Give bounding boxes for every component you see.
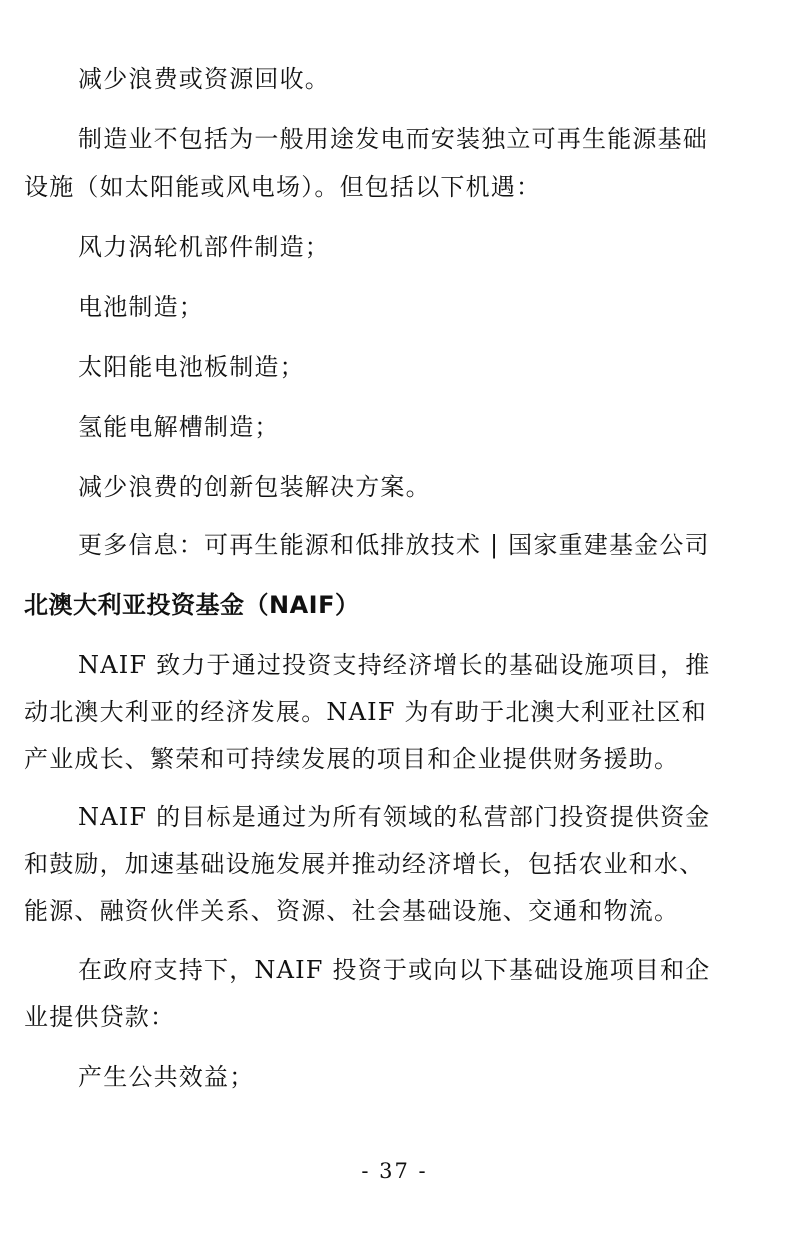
list-item: 产生公共效益； xyxy=(78,1063,255,1091)
list-item: 减少浪费的创新包装解决方案。 xyxy=(78,473,431,501)
paragraph-line: NAIF 致力于通过投资支持经济增长的基础设施项目，推 xyxy=(78,651,711,679)
paragraph-line: 减少浪费或资源回收。 xyxy=(78,65,330,93)
paragraph-line: 在政府支持下，NAIF 投资于或向以下基础设施项目和企 xyxy=(78,956,711,984)
paragraph-line: 动北澳大利亚的经济发展。NAIF 为有助于北澳大利亚社区和 xyxy=(24,698,707,726)
paragraph-line: 制造业不包括为一般用途发电而安装独立可再生能源基础 xyxy=(78,125,708,153)
paragraph-line: 产业成长、繁荣和可持续发展的项目和企业提供财务援助。 xyxy=(24,745,680,773)
list-item: 风力涡轮机部件制造； xyxy=(78,233,330,261)
more-info-line: 更多信息：可再生能源和低排放技术 | 国家重建基金公司 xyxy=(78,531,710,559)
section-heading: 北澳大利亚投资基金（NAIF） xyxy=(24,591,360,619)
paragraph-line: NAIF 的目标是通过为所有领域的私营部门投资提供资金 xyxy=(78,803,711,831)
page-number: - 37 - xyxy=(361,1159,428,1183)
list-item: 氢能电解槽制造； xyxy=(78,413,280,441)
paragraph-line: 和鼓励，加速基础设施发展并推动经济增长，包括农业和水、 xyxy=(24,850,705,878)
list-item: 太阳能电池板制造； xyxy=(78,353,305,381)
paragraph-line: 能源、融资伙伴关系、资源、社会基础设施、交通和物流。 xyxy=(24,897,680,925)
paragraph-line: 业提供贷款： xyxy=(24,1003,176,1031)
paragraph-line: 设施（如太阳能或风电场）。但包括以下机遇： xyxy=(24,173,542,201)
list-item: 电池制造； xyxy=(78,293,204,321)
